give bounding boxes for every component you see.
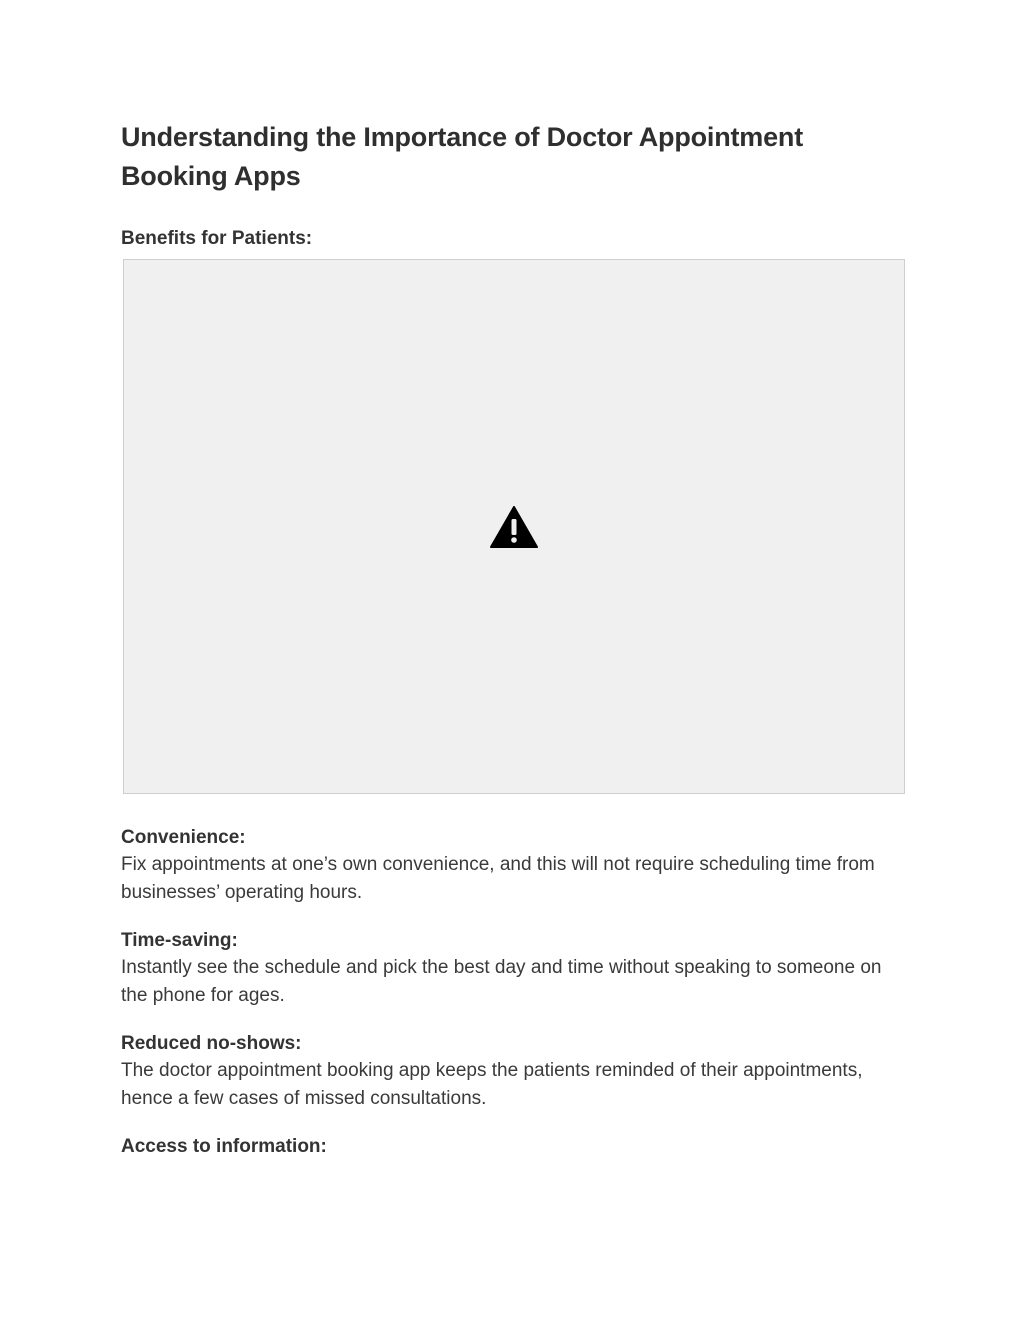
benefit-label: Time-saving:: [121, 930, 238, 951]
benefit-text: Fix appointments at one’s own convenience, and this will not require scheduling time from businesses’ operating hours.: [121, 854, 875, 903]
benefit-access-to-information: [121, 1133, 907, 1160]
benefit-text: The doctor appointment booking app keeps the patients reminded of their appointments, hence a few cases of missed consultations.: [121, 1060, 863, 1109]
benefit-label: Convenience:: [121, 827, 246, 848]
benefit-convenience: [121, 824, 907, 907]
page-title: Understanding the Importance of Doctor Appointment Booking Apps: [121, 122, 803, 191]
benefit-time-saving: [121, 927, 907, 1010]
benefit-reduced-no-shows: [121, 1030, 907, 1113]
benefit-label: Reduced no-shows:: [121, 1033, 302, 1054]
section-subheading: Benefits for Patients:: [121, 228, 313, 249]
benefit-text: Instantly see the schedule and pick the best day and time without speaking to someone on the phone for ages.: [121, 957, 882, 1006]
document-page: [121, 118, 907, 1160]
warning-icon: [490, 506, 538, 548]
broken-image-placeholder: [123, 259, 905, 794]
benefit-label: Access to information:: [121, 1136, 327, 1157]
